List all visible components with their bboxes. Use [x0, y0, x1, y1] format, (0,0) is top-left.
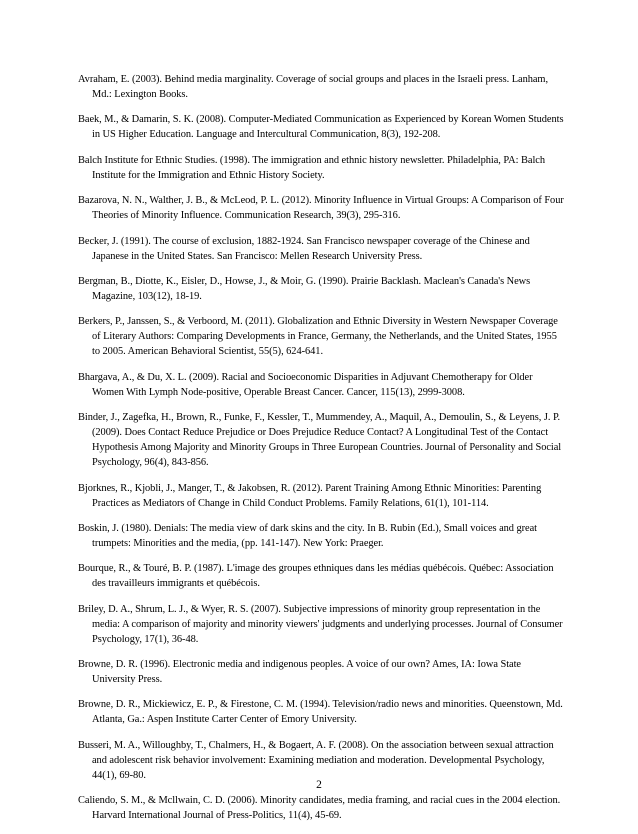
reference-entry: Caliendo, S. M., & Mcllwain, C. D. (2006). Minority candidates, media framing, and racial cues in the 2004 election. Harvard International Journal of Press-Politics, 11(4), 45-69. [78, 795, 561, 822]
reference-entry: Bourque, R., & Touré, B. P. (1987). L'image des groupes ethniques dans les médias québécois. Québec: Association des travailleurs immigrants et québécois. [78, 563, 554, 590]
reference-list [78, 72, 564, 834]
reference-entry: Bjorknes, R., Kjobli, J., Manger, T., & Jakobsen, R. (2012). Parent Training Among Ethnic Minorities: Parenting Practices as Mediators of Change in Child Conduct Problems. Family Relations, 61(1), 101-114. [78, 482, 542, 509]
reference-entry: Bergman, B., Diotte, K., Eisler, D., Howse, J., & Moir, G. (1990). Prairie Backlash. Maclean's Canada's News Magazine, 103(12), 18-19. [78, 275, 531, 302]
reference-entry: Busseri, M. A., Willoughby, T., Chalmers, H., & Bogaert, A. F. (2008). On the association between sexual attraction and adolescent risk behavior involvement: Examining mediation and moderation. Developmental Psychology, 44(1), 69-80. [78, 739, 554, 781]
page-number: 2 [316, 779, 322, 791]
reference-entry: Browne, D. R., Mickiewicz, E. P., & Firestone, C. M. (1994). Television/radio news and minorities. Queenstown, Md. Atlanta, Ga.: Aspen Institute Carter Center of Emory University. [78, 699, 563, 726]
reference-entry: Baek, M., & Damarin, S. K. (2008). Computer-Mediated Communication as Experienced by Korean Women Students in US Higher Education. Language and Intercultural Communication, 8(3), 192-208. [78, 114, 564, 141]
reference-entry: Berkers, P., Janssen, S., & Verboord, M. (2011). Globalization and Ethnic Diversity in Western Newspaper Coverage of Literary Authors: Comparing Developments in France, Germany, the Netherlands, and the United States, 1955 to 2005. American Behavioral Scientist, 55(5), 624-641. [78, 316, 558, 358]
reference-entry: Bazarova, N. N., Walther, J. B., & McLeod, P. L. (2012). Minority Influence in Virtual Groups: A Comparison of Four Theories of Minority Influence. Communication Research, 39(3), 295-316. [78, 195, 564, 222]
reference-entry: Bhargava, A., & Du, X. L. (2009). Racial and Socioeconomic Disparities in Adjuvant Chemotherapy for Older Women With Lymph Node-positive, Operable Breast Cancer. Cancer, 115(13), 2999-3008. [78, 371, 533, 398]
reference-entry: Boskin, J. (1980). Denials: The media view of dark skins and the city. In B. Rubin (Ed.), Small voices and great trumpets: Minorities and the media, (pp. 141-147). New York: Praeger. [78, 522, 538, 549]
reference-entry: Becker, J. (1991). The course of exclusion, 1882-1924. San Francisco newspaper coverage of the Chinese and Japanese in the United States. San Francisco: Mellen Research University Press. [78, 235, 530, 262]
reference-entry: Avraham, E. (2003). Behind media marginality. Coverage of social groups and places in the Israeli press. Lanham, Md.: Lexington Books. [78, 74, 549, 100]
reference-entry: Browne, D. R. (1996). Electronic media and indigenous peoples. A voice of our own? Ames, IA: Iowa State University Press. [78, 659, 521, 686]
reference-entry: Binder, J., Zagefka, H., Brown, R., Funke, F., Kessler, T., Mummendey, A., Maquil, A., Demoulin, S., & Leyens, J. P. (2009). Does Contact Reduce Prejudice or Does Prejudice Reduce Contact? A Longitudinal Test of the Contact Hypothesis Among Majority and Minority Groups in Three European Countries. Journal of Personality and Social Psychology, 96(4), 843-856. [78, 412, 562, 469]
reference-entry: Briley, D. A., Shrum, L. J., & Wyer, R. S. (2007). Subjective impressions of minority group representation in the media: A comparison of majority and minority viewers' judgments and underlying processes. Journal of Consumer Psychology, 17(1), 36-48. [78, 603, 563, 645]
reference-entry: Balch Institute for Ethnic Studies. (1998). The immigration and ethnic history newsletter. Philadelphia, PA: Balch Institute for the Immigration and Ethnic History Society. [78, 154, 545, 181]
